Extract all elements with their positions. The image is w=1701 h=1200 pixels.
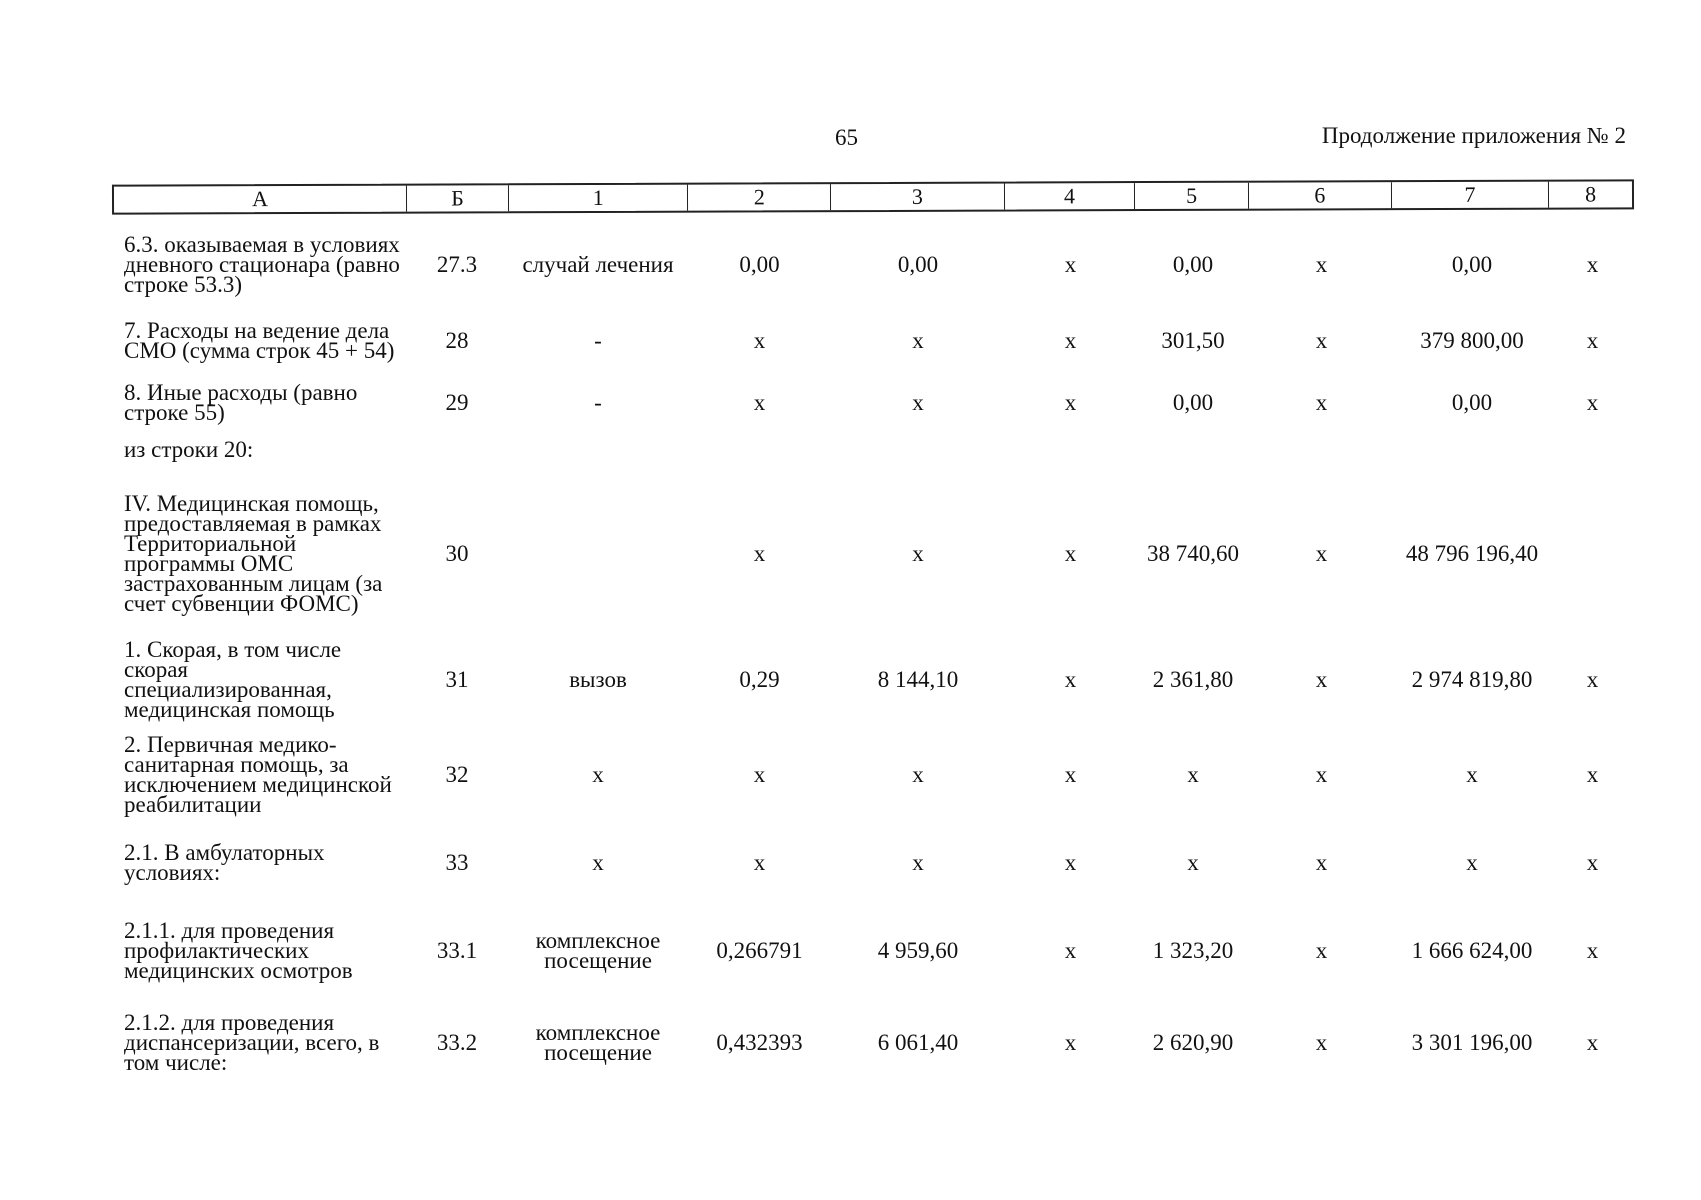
row-col-5: х xyxy=(1187,762,1199,787)
row-col-4: х xyxy=(1064,390,1077,415)
row-col-7: 3 301 196,00 xyxy=(1411,1030,1533,1055)
row-col-4: х xyxy=(1064,850,1077,875)
row-col-7: х xyxy=(1466,762,1478,787)
row-col-5: 0,00 xyxy=(1172,390,1214,415)
row-col-2: х xyxy=(753,390,766,415)
row-col-2: х xyxy=(753,762,766,787)
header-cell-6: 6 xyxy=(1249,182,1392,208)
row-col-7: 48 796 196,40 xyxy=(1405,541,1539,566)
appendix-note: Продолжение приложения № 2 xyxy=(1321,123,1626,148)
row-col-2: х xyxy=(753,328,766,353)
row-col-4: х xyxy=(1064,762,1077,787)
header-cell-5: 5 xyxy=(1135,183,1249,209)
row-code: 33.1 xyxy=(436,938,478,963)
header-cell-7: 7 xyxy=(1392,182,1550,209)
row-name: 7. Расходы на ведение дела СМО (сумма строк 45 + 54) xyxy=(124,318,395,363)
row-col-7: 0,00 xyxy=(1451,252,1493,277)
row-col-5: х xyxy=(1187,850,1199,875)
page-number: 65 xyxy=(835,125,858,150)
table-row xyxy=(112,470,1634,638)
row-code: 33.2 xyxy=(436,1030,478,1055)
row-col-8: х xyxy=(1586,667,1599,692)
row-col-4: х xyxy=(1064,541,1077,566)
section-row xyxy=(112,430,1634,470)
row-unit: - xyxy=(594,390,602,415)
row-col-5: 0,00 xyxy=(1172,252,1214,277)
table-row xyxy=(112,908,1634,994)
row-col-6: х xyxy=(1315,390,1328,415)
row-col-2: х xyxy=(753,541,766,566)
row-col-3: х xyxy=(912,541,924,566)
row-col-8: х xyxy=(1586,938,1599,963)
row-col-2: 0,00 xyxy=(739,252,780,277)
header-cell-b: Б xyxy=(407,185,509,211)
row-col-2: 0,29 xyxy=(739,667,780,692)
row-col-3: х xyxy=(912,850,924,875)
row-col-6: х xyxy=(1315,762,1328,787)
row-name: 2. Первичная медико-санитарная помощь, за исключением медицинской реабилитации xyxy=(124,732,392,817)
row-col-6: х xyxy=(1315,850,1328,875)
row-col-5: 2 361,80 xyxy=(1152,667,1234,692)
row-col-7: 0,00 xyxy=(1451,390,1493,415)
row-col-3: 0,00 xyxy=(897,252,939,277)
header-cell-1: 1 xyxy=(509,185,689,212)
row-col-7: х xyxy=(1466,850,1478,875)
row-col-2: х xyxy=(753,850,766,875)
row-code: 27.3 xyxy=(436,252,478,277)
table-header xyxy=(112,179,1634,214)
row-unit: х xyxy=(592,850,604,875)
row-col-3: х xyxy=(912,328,924,353)
row-col-4: х xyxy=(1064,938,1077,963)
table-row xyxy=(112,722,1634,828)
table-row xyxy=(112,1004,1634,1082)
row-col-6: х xyxy=(1315,252,1328,277)
row-col-7: 2 974 819,80 xyxy=(1411,667,1533,692)
row-col-8: х xyxy=(1586,762,1599,787)
row-col-8: х xyxy=(1586,850,1599,875)
table-row xyxy=(112,224,1634,306)
row-col-6: х xyxy=(1315,328,1328,353)
row-name: 6.3. оказываемая в условиях дневного стационара (равно строке 53.3) xyxy=(124,232,400,297)
row-col-5: 301,50 xyxy=(1161,328,1225,353)
row-col-4: х xyxy=(1064,1030,1077,1055)
row-col-4: х xyxy=(1064,667,1077,692)
row-name: 2.1. В амбулаторных условиях: xyxy=(124,840,325,885)
row-unit: комплексное посещение xyxy=(535,928,661,973)
row-col-8: х xyxy=(1586,252,1599,277)
header-cell-a: А xyxy=(114,186,407,213)
row-code: 33 xyxy=(445,850,469,875)
table-row xyxy=(112,306,1634,376)
row-unit: комплексное посещение xyxy=(535,1020,661,1065)
section-title: из строки 20: xyxy=(124,437,254,462)
row-col-4: х xyxy=(1064,252,1077,277)
row-col-2: 0,266791 xyxy=(716,938,803,963)
row-code: 29 xyxy=(445,390,469,415)
row-unit: вызов xyxy=(569,667,627,692)
row-name: 1. Скорая, в том числе скорая специализированная, медицинская помощь xyxy=(124,637,342,722)
row-col-3: 4 959,60 xyxy=(877,938,959,963)
header-cell-3: 3 xyxy=(831,184,1005,211)
row-col-4: х xyxy=(1064,328,1077,353)
row-name: 2.1.2. для проведения диспансеризации, всего, в том числе: xyxy=(124,1010,380,1075)
row-col-3: 8 144,10 xyxy=(877,667,959,692)
row-col-2: 0,432393 xyxy=(716,1030,803,1055)
row-unit: - xyxy=(594,328,602,353)
row-col-6: х xyxy=(1315,938,1328,963)
table-row xyxy=(112,638,1634,722)
row-unit: х xyxy=(592,762,604,787)
row-col-6: х xyxy=(1315,541,1328,566)
header-cell-2: 2 xyxy=(688,184,831,210)
row-col-8: х xyxy=(1586,1030,1599,1055)
row-code: 28 xyxy=(445,328,469,353)
row-col-6: х xyxy=(1315,1030,1328,1055)
row-name: 2.1.1. для проведения профилактических медицинских осмотров xyxy=(124,918,353,983)
row-col-8: х xyxy=(1586,390,1599,415)
table-row xyxy=(112,376,1634,430)
row-name: 8. Иные расходы (равно строке 55) xyxy=(124,380,358,425)
row-col-5: 1 323,20 xyxy=(1152,938,1234,963)
row-col-3: х xyxy=(912,390,924,415)
row-code: 32 xyxy=(445,762,469,787)
row-col-3: х xyxy=(912,762,924,787)
row-col-6: х xyxy=(1315,667,1328,692)
row-col-5: 38 740,60 xyxy=(1147,541,1239,566)
row-col-3: 6 061,40 xyxy=(877,1030,959,1055)
row-code: 30 xyxy=(445,541,469,566)
header-cell-8: 8 xyxy=(1585,181,1597,207)
row-col-7: 1 666 624,00 xyxy=(1411,938,1533,963)
row-name: IV. Медицинская помощь, предоставляемая в рамках Территориальной программы ОМС застрахованным лицам (за счет субвенции ФОМС) xyxy=(124,491,383,616)
row-unit: случай лечения xyxy=(522,252,674,277)
row-col-8: х xyxy=(1586,328,1599,353)
row-col-5: 2 620,90 xyxy=(1152,1030,1234,1055)
table-body xyxy=(112,224,1634,1082)
row-col-7: 379 800,00 xyxy=(1420,328,1524,353)
row-code: 31 xyxy=(445,667,469,692)
header-cell-4: 4 xyxy=(1005,183,1136,209)
table-row xyxy=(112,828,1634,898)
